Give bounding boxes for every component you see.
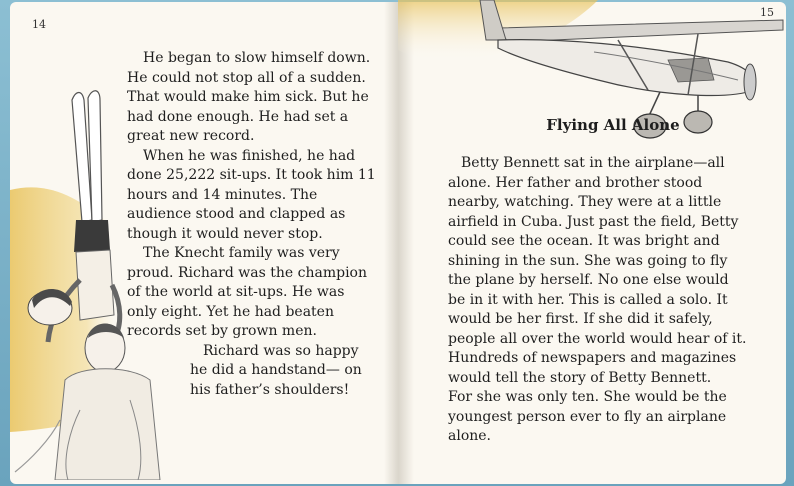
paragraph: Richard was so happy he did a handstand— on his father’s shoulders! (190, 342, 362, 398)
paragraph: Betty Bennett sat in the airplane—all alone. Her father and brother stood nearby, watching. They were at a little airfield in Cuba. Just past the field, Betty could see the ocean. It was bright and shining in the sun. She was going to fly the plane by herself. No one else would be in it with her. This is called a solo. It would be her first. If she did it safely, people all over the world would hear of it. Hundreds of newspapers and magazines would tell the story of Betty Bennett. (448, 155, 747, 386)
paragraph: For she was only ten. She would be the youngest person ever to fly an airplane alone. (448, 389, 727, 444)
chapter-heading: Flying All Alone (546, 116, 680, 134)
paragraph: The Knecht family was very proud. Richard was the champion of the world at sit-ups. He was only eight. Yet he had beaten records set by grown men. (127, 245, 367, 339)
right-page-text (448, 154, 748, 447)
right-page-number: 15 (760, 6, 774, 19)
paragraph: He began to slow himself down. He could not stop all of a sudden. That would make him sick. But he had done enough. He had set a great new record. (127, 50, 371, 144)
left-page-number: 14 (32, 18, 46, 31)
left-page-text (127, 49, 377, 400)
paragraph: When he was finished, he had done 25,222 sit-ups. It took him 11 hours and 14 minutes. The audience stood and clapped as though it would never stop. (127, 147, 376, 242)
